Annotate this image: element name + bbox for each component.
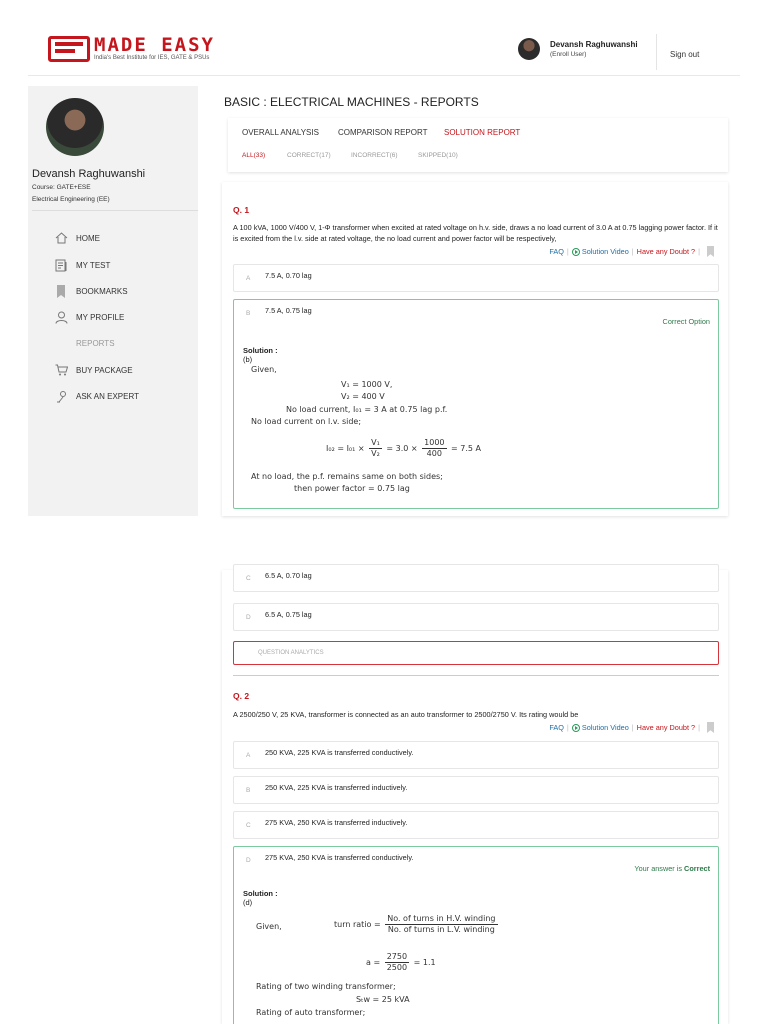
report-tabs xyxy=(228,118,728,172)
question-number: Q. 1 xyxy=(233,205,250,215)
solution-equation xyxy=(366,952,436,973)
filter-correct[interactable]: CORRECT(17) xyxy=(287,152,331,159)
option-d-solution xyxy=(233,846,719,1024)
correct-option-badge: Correct Option xyxy=(662,317,710,326)
home-icon xyxy=(54,231,68,245)
sidebar-item-bookmarks[interactable] xyxy=(54,283,128,299)
solution-line: No load current on l.v. side; xyxy=(251,417,362,426)
option-c[interactable] xyxy=(233,564,719,592)
option-text: 7.5 A, 0.70 lag xyxy=(265,271,312,280)
logo-mark-icon xyxy=(48,36,90,62)
page-title: BASIC : ELECTRICAL MACHINES - REPORTS xyxy=(224,95,479,109)
bookmark-icon[interactable] xyxy=(707,246,714,257)
profile-course: Course: GATE+ESE xyxy=(32,184,91,191)
profile-name: Devansh Raghuwanshi xyxy=(32,168,146,180)
option-letter: C xyxy=(246,575,251,582)
user-icon xyxy=(54,310,68,324)
separator: | xyxy=(566,723,569,732)
expert-icon xyxy=(54,389,68,403)
solution-line: V₂ = 400 V xyxy=(341,392,385,401)
divider xyxy=(32,210,198,211)
user-name: Devansh Raghuwanshi xyxy=(550,40,638,49)
solution-label: Solution : xyxy=(243,346,278,355)
answer-status-badge xyxy=(634,864,710,873)
tab-solution-report[interactable]: SOLUTION REPORT xyxy=(444,128,521,137)
frac-den: No. of turns in L.V. winding xyxy=(387,925,495,934)
solution-video-link[interactable] xyxy=(572,247,629,256)
solution-line: V₁ = 1000 V, xyxy=(341,380,393,389)
solution-equation xyxy=(326,438,481,459)
option-text: 250 KVA, 225 KVA is transferred conductively. xyxy=(265,748,414,757)
option-text: 275 KVA, 250 KVA is transferred conductively. xyxy=(265,853,414,862)
have-doubt-link[interactable]: Have any Doubt ? xyxy=(636,247,696,256)
solution-line: Given, xyxy=(251,365,277,374)
faq-link[interactable]: FAQ xyxy=(549,723,564,732)
option-text: 7.5 A, 0.75 lag xyxy=(265,306,312,315)
frac-den: 2500 xyxy=(386,963,408,972)
option-letter: D xyxy=(246,614,251,621)
divider xyxy=(233,675,719,676)
cart-icon xyxy=(54,363,68,377)
option-b-solution xyxy=(233,299,719,509)
filter-incorrect[interactable]: INCORRECT(6) xyxy=(351,152,398,159)
sidebar-item-label: MY PROFILE xyxy=(76,312,125,322)
sidebar-item-label: ASK AN EXPERT xyxy=(76,391,139,401)
made-easy-logo[interactable] xyxy=(48,36,215,62)
option-b[interactable] xyxy=(233,776,719,804)
option-a[interactable] xyxy=(233,264,719,292)
eq-lhs: turn ratio = xyxy=(334,920,381,929)
frac-num: 1000 xyxy=(424,438,445,447)
question-number: Q. 2 xyxy=(233,691,250,701)
question-tools xyxy=(549,246,714,257)
frac-num: V₁ xyxy=(371,438,380,447)
solution-line: No load current, I₀₁ = 3 A at 0.75 lag p.f. xyxy=(286,405,448,414)
filter-skipped[interactable]: SKIPPED(10) xyxy=(418,152,458,159)
solution-line: At no load, the p.f. remains same on both sides; xyxy=(251,472,443,481)
answer-status-prefix: Your answer is xyxy=(634,864,685,873)
separator: | xyxy=(566,247,569,256)
option-letter: A xyxy=(246,752,251,759)
brand-tagline: India's Best Institute for IES, GATE & PSUs xyxy=(94,55,210,61)
solution-line: Rating of two winding transformer; xyxy=(256,982,396,991)
solution-answer: (d) xyxy=(243,898,253,907)
sidebar-item-reports[interactable] xyxy=(54,335,115,351)
avatar xyxy=(518,38,540,60)
sign-out-link[interactable]: Sign out xyxy=(670,50,700,59)
filter-all[interactable]: ALL(33) xyxy=(242,152,266,159)
solution-line: then power factor = 0.75 lag xyxy=(294,484,410,493)
frac-den: V₂ xyxy=(371,449,380,458)
option-letter: C xyxy=(246,822,251,829)
option-text: 250 KVA, 225 KVA is transferred inductively. xyxy=(265,783,408,792)
brand-name: MADE EASY xyxy=(94,34,215,56)
option-text: 275 KVA, 250 KVA is transferred inductively. xyxy=(265,818,408,827)
question-analytics-label: QUESTION ANALYTICS xyxy=(258,650,324,656)
question-tools xyxy=(549,722,714,733)
option-a[interactable] xyxy=(233,741,719,769)
separator: | xyxy=(698,247,700,256)
question-text: A 100 kVA, 1000 V/400 V, 1-Φ transformer when excited at rated voltage on h.v. side, draws a no load current of 3.0 A at 0.75 lagging power factor. If it is excited from the l.v. side at rated voltage, the no load current and power factor will be respectively, xyxy=(233,223,718,243)
solution-line: Given, xyxy=(256,922,282,931)
solution-answer: (b) xyxy=(243,355,253,364)
option-letter: D xyxy=(246,857,251,864)
option-letter: B xyxy=(246,310,251,317)
have-doubt-link[interactable]: Have any Doubt ? xyxy=(636,723,696,732)
answer-status-value: Correct xyxy=(684,864,710,873)
sidebar-item-label: HOME xyxy=(76,233,100,243)
solution-equation xyxy=(334,914,500,935)
eq-mid: = 3.0 × xyxy=(386,444,418,453)
solution-video-label: Solution Video xyxy=(581,723,629,732)
tab-comparison-report[interactable]: COMPARISON REPORT xyxy=(338,128,428,137)
question-text: A 2500/250 V, 25 KVA, transformer is connected as an auto transformer to 2500/2750 V. Its rating would be xyxy=(233,710,579,719)
eq-lhs: a = xyxy=(366,958,381,967)
play-icon xyxy=(572,724,580,732)
option-letter: A xyxy=(246,275,251,282)
user-role: (Enroll User) xyxy=(550,51,587,58)
solution-line: Sₜw = 25 kVA xyxy=(356,995,410,1004)
question-card-1 xyxy=(222,182,728,516)
sidebar-item-label: MY TEST xyxy=(76,260,111,270)
sidebar-item-my-test[interactable] xyxy=(54,257,110,273)
sidebar xyxy=(28,86,198,516)
separator: | xyxy=(698,723,700,732)
option-letter: B xyxy=(246,787,251,794)
solution-label: Solution : xyxy=(243,889,278,898)
question-card-2 xyxy=(222,570,728,1024)
frac-den: 400 xyxy=(426,449,442,458)
faq-link[interactable]: FAQ xyxy=(549,247,564,256)
question-analytics-button[interactable] xyxy=(233,641,719,665)
solution-video-label: Solution Video xyxy=(581,247,629,256)
eq-result: = 1.1 xyxy=(413,958,436,967)
sidebar-item-ask-expert[interactable] xyxy=(54,388,139,404)
solution-line: Rating of auto transformer; xyxy=(256,1008,366,1017)
separator: | xyxy=(631,247,634,256)
sidebar-item-label: BOOKMARKS xyxy=(76,286,128,296)
bookmark-icon xyxy=(54,284,68,298)
sidebar-item-buy-package[interactable] xyxy=(54,362,133,378)
user-menu[interactable] xyxy=(518,38,638,60)
profile-avatar xyxy=(46,98,104,156)
option-d[interactable] xyxy=(233,603,719,631)
sidebar-item-label: BUY PACKAGE xyxy=(76,365,133,375)
sidebar-item-home[interactable] xyxy=(54,230,100,246)
divider xyxy=(656,34,657,70)
frac-num: 2750 xyxy=(386,952,408,961)
option-text: 6.5 A, 0.75 lag xyxy=(265,610,312,619)
sidebar-item-my-profile[interactable] xyxy=(54,309,124,325)
eq-result: = 7.5 A xyxy=(451,444,482,453)
test-icon xyxy=(54,258,68,272)
tab-overall-analysis[interactable]: OVERALL ANALYSIS xyxy=(242,128,319,137)
play-icon xyxy=(572,248,580,256)
header xyxy=(28,30,740,76)
eq-lhs: I₀₂ = I₀₁ × xyxy=(326,444,365,453)
bookmark-icon[interactable] xyxy=(707,722,714,733)
separator: | xyxy=(631,723,634,732)
frac-num: No. of turns in H.V. winding xyxy=(387,914,496,923)
sidebar-item-label: REPORTS xyxy=(76,338,115,348)
profile-branch: Electrical Engineering (EE) xyxy=(32,196,110,203)
solution-video-link[interactable] xyxy=(572,723,629,732)
option-c[interactable] xyxy=(233,811,719,839)
option-text: 6.5 A, 0.70 lag xyxy=(265,571,312,580)
